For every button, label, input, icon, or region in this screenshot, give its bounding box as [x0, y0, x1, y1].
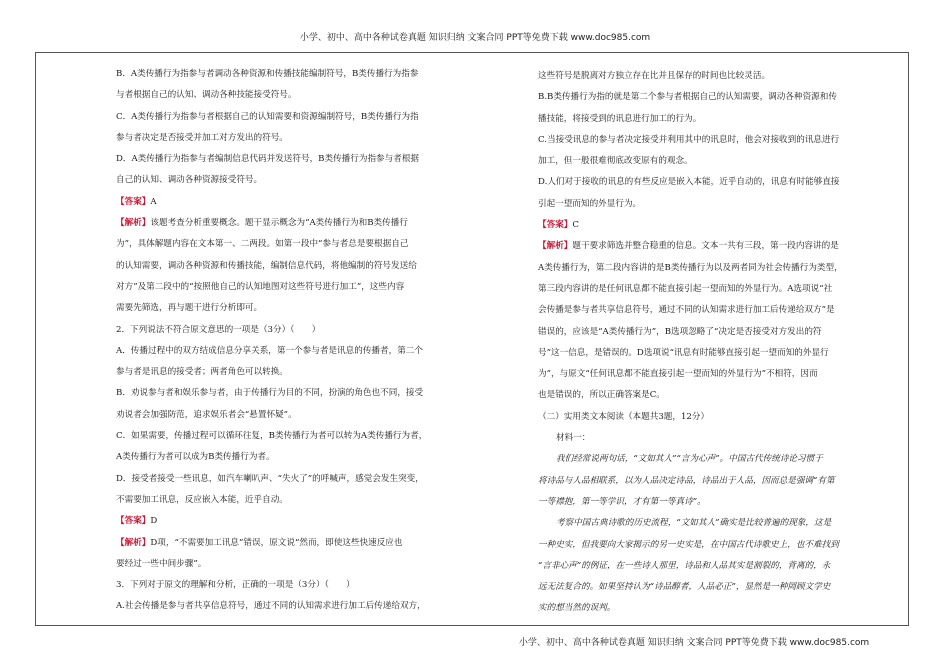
text-line: 3．下列对于原文的理解和分析，正确的一项是（3分）（ ） — [116, 580, 355, 591]
line-tag: 【解析】 — [116, 537, 151, 548]
text-line: 加工，但一般很难彻底改变原有的观念。 — [538, 156, 693, 167]
text-line: A类传播行为，第二段内容讲的是B类传播行为以及两者同为社会传播行为类型， — [538, 262, 843, 273]
passage-line: 一等襟抱，第一等学识，才有第一等真诗”。 — [538, 496, 706, 507]
line-text: 该题考查分析重要概念。题干显示概念为“A类传播行为和B类传播行 — [150, 218, 408, 229]
labeled-line — [116, 511, 476, 532]
text-line: 需要先筛选，再与题干进行分析即可。 — [116, 303, 263, 314]
text-line: 劝说者会加强防范，追求娱乐者会“悬置怀疑”。 — [116, 409, 297, 420]
text-line: 自己的认知、调动各种资源接受符号。 — [116, 175, 263, 186]
text-line: 为”，具体解题内容在文本第一、二两段。如第一段中“参与者总是要根据自己 — [116, 239, 409, 250]
text-line: 错误的，应该是“A类传播行为”，B选项忽略了“决定是否接受对方发出的符 — [538, 326, 822, 337]
passage-line: 一种史实，但我要向大家揭示的另一史实是，在中国古代诗歌史上，也不难找到 — [538, 539, 839, 550]
text-line: B.B类传播行为指的就是第二个参与者根据自己的认知需要，调动各种资源和传 — [538, 92, 837, 103]
text-line: C．A类传播行为指参与者根据自己的认知需要和资源编制符号，B类传播行为指 — [116, 111, 419, 122]
line-tag: 【答案】 — [116, 196, 151, 207]
text-line: B．劝说参与者和娱乐参与者，由于传播行为目的不同，扮演的角色也不同，接受 — [116, 388, 424, 399]
labeled-line — [116, 533, 476, 554]
left-column — [116, 64, 476, 618]
labeled-line — [116, 213, 476, 234]
text-line: A类传播行为者可以成为B类传播行为者。 — [116, 452, 275, 463]
right-column — [538, 66, 903, 620]
text-line: 播技能，将接受到的讯息进行加工的行为。 — [538, 113, 702, 124]
text-line: A.社会传播是参与者共享信息符号，通过不同的认知需求进行加工后传递给双方， — [116, 601, 426, 612]
passage-line: 远无法复合的。如果坚持认为“诗品醇者，人品必正”，显然是一种罔顾文学史 — [538, 582, 831, 593]
text-line: D.人们对于接收的讯息的有些反应是嵌入本能，近乎自动的，讯息有时能够直接 — [538, 177, 840, 188]
text-line: 号”这一信息，是错误的。D选项说“讯息有时能够直接引起一望而知的外显行 — [538, 347, 829, 358]
text-line: 会传播是参与者共享信息符号，通过不同的认知需求进行加工后传递给双方”是 — [538, 305, 835, 316]
text-line: D．接受者接受一些讯息，如汽车喇叭声、“失火了”的呼喊声，感觉会发生突变， — [116, 473, 424, 484]
labeled-line — [538, 236, 903, 257]
text-line: 参与者决定是否接受并加工对方发出的符号。 — [116, 132, 288, 143]
text-line: B．A类传播行为指参与者调动各种资源和传播技能编制符号，B类传播行为指参 — [116, 69, 419, 79]
passage-line: “言非心声”的例证，在一些诗人那里，诗品和人品其实是割裂的，背离的，永 — [538, 560, 831, 571]
text-line: 也是错误的，所以正确答案是C。 — [538, 390, 665, 401]
text-line: D．A类传播行为指参与者编制信息代码并发送符号，B类传播行为指参与者根据 — [116, 154, 420, 165]
text-line: 材料一： — [556, 433, 591, 444]
text-line: 与者根据自己的认知、调动各种技能接受符号。 — [116, 90, 297, 101]
line-text: C — [572, 220, 579, 231]
passage-line: 考察中国古典诗歌的历史流程，“文如其人”确实是比较普遍的现象，这是 — [556, 518, 832, 529]
text-line: 对方”及第二段中的“按照他自己的认知地图对这些符号进行加工”，这些内容 — [116, 281, 405, 292]
passage-line: 实的想当然的误判。 — [538, 603, 616, 614]
text-line: 参与者是讯息的接受者；两者角色可以转换。 — [116, 367, 288, 378]
labeled-line — [538, 215, 903, 236]
text-line: A．传播过程中的双方结成信息分享关系，第一个参与者是讯息的传播者，第二个 — [116, 345, 423, 356]
line-text: D项，“不需要加工讯息”错误，原文说“然而，即使这些快速反应也 — [150, 537, 403, 548]
text-line: 这些符号是脱离对方独立存在比并且保存的时间也比较灵活。 — [538, 71, 771, 81]
text-line: C.当接受讯息的参与者决定接受并利用其中的讯息时，他会对接收到的讯息进行 — [538, 134, 840, 145]
text-line: 不需要加工讯息，反应嵌入本能，近乎自动。 — [116, 494, 288, 505]
line-tag: 【解析】 — [538, 241, 573, 252]
text-line: 第三段内容讲的是任何讯息都不能直接引起一望而知的外显行为。A选项说“社 — [538, 283, 833, 294]
text-line: 为”，与原文“任何讯息都不能直接引起一望而知的外显行为”不相符，因而 — [538, 369, 818, 380]
text-line: （二）实用类文本阅读（本题共3题，12分） — [538, 411, 710, 422]
text-line: 要经过一些中间步骤”。 — [116, 558, 207, 569]
page-footer: 小学、初中、高中各种试卷真题 知识归纳 文案合同 PPT等免费下载 www.doc985.com — [518, 638, 870, 648]
text-line: C．如果需要，传播过程可以循环往复，B类传播行为者可以转为A类传播行为者， — [116, 431, 428, 442]
passage-line: 我们经常说两句话，“文如其人”“言为心声”。中国古代传统诗论习惯于 — [556, 454, 823, 465]
line-tag: 【答案】 — [538, 220, 573, 231]
line-text: A — [150, 196, 157, 207]
labeled-line — [116, 192, 476, 213]
line-tag: 【解析】 — [116, 218, 151, 229]
line-text: D — [150, 516, 158, 527]
text-line: 引起一望而知的外显行为。 — [538, 198, 642, 209]
line-tag: 【答案】 — [116, 516, 151, 527]
page-header: 小学、初中、高中各种试卷真题 知识归纳 文案合同 PPT等免费下载 www.doc985.com — [299, 33, 651, 43]
text-line: 的认知需要，调动各种资源和传播技能，编制信息代码，将他编制的符号发送给 — [116, 260, 417, 271]
text-line: 2．下列说法不符合原文意思的一项是（3分）（ ） — [116, 324, 321, 335]
line-text: 题干要求筛选并整合稳重的信息。文本一共有三段，第一段内容讲的是 — [572, 241, 839, 252]
passage-line: 将诗品与人品相联系，以为人品决定诗品，诗品出于人品，因而总是强调“有第 — [538, 475, 835, 486]
